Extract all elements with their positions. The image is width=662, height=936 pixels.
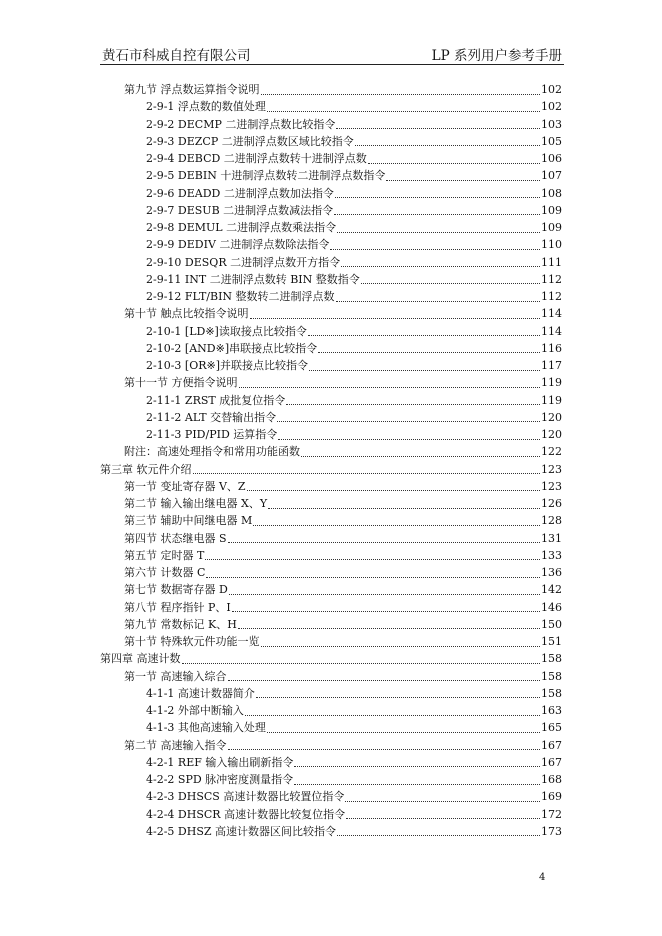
toc-entry[interactable]: [100, 254, 562, 271]
toc-entry[interactable]: [100, 633, 562, 650]
page-number: 4: [539, 872, 546, 883]
toc-entry-page: 123: [541, 479, 562, 493]
dot-leader: [256, 697, 540, 698]
dot-leader: [341, 266, 540, 267]
toc-entry-page: 167: [541, 738, 562, 752]
toc-entry[interactable]: [100, 443, 562, 460]
toc-entry-page: 150: [541, 617, 562, 631]
toc-entry[interactable]: [100, 719, 562, 736]
dot-leader: [193, 473, 541, 474]
toc-entry-page: 103: [541, 117, 562, 131]
dot-leader: [245, 715, 540, 716]
toc-entry[interactable]: [100, 806, 562, 823]
toc-entry-page: 119: [541, 376, 562, 390]
toc-entry-page: 120: [541, 428, 562, 441]
toc-entry[interactable]: [100, 409, 562, 426]
toc-entry-title: 4-2-2 SPD 脉冲密度测量指令: [146, 773, 294, 786]
dot-leader: [205, 559, 540, 560]
toc-entry-page: 123: [541, 462, 562, 476]
dot-leader: [336, 128, 540, 129]
toc-entry[interactable]: [100, 167, 562, 184]
toc-entry[interactable]: [100, 340, 562, 357]
toc-entry-page: 158: [541, 686, 562, 700]
toc-entry-title: 附注：高速处理指令和常用功能函数: [124, 445, 300, 459]
toc-entry-title: 第十节 特殊软元件功能一览: [124, 635, 260, 648]
toc-entry[interactable]: [100, 547, 562, 564]
dot-leader: [267, 111, 540, 112]
dot-leader: [228, 542, 540, 543]
toc-entry-page: 120: [541, 410, 562, 424]
dot-leader: [386, 180, 540, 181]
toc-entry[interactable]: [100, 271, 562, 288]
toc-entry-title: 2-9-3 DEZCP 二进制浮点数区域比较指令: [146, 134, 354, 148]
toc-entry-title: 4-1-3 其他高速输入处理: [146, 721, 266, 735]
toc-entry-title: 2-9-12 FLT/BIN 整数转二进制浮点数: [146, 290, 335, 303]
dot-leader: [337, 835, 540, 836]
toc-entry-title: 2-11-3 PID/PID 运算指令: [146, 428, 278, 441]
dot-leader: [294, 784, 540, 785]
toc-entry-title: 第九节 常数标记 K、H: [124, 617, 237, 631]
toc-entry-title: 第七节 数据寄存器 D: [124, 583, 228, 597]
dot-leader: [229, 594, 540, 595]
dot-leader: [228, 749, 541, 750]
toc-entry-title: 第十节 触点比较指令说明: [124, 307, 249, 321]
toc-entry[interactable]: [100, 512, 562, 529]
toc-entry-title: 第十一节 方便指令说明: [124, 376, 238, 390]
dot-leader: [232, 611, 540, 612]
toc-entry-title: 2-9-4 DEBCD 二进制浮点数转十进制浮点数: [146, 152, 367, 165]
toc-entry[interactable]: [100, 616, 562, 633]
toc-entry-page: 109: [541, 221, 562, 234]
toc-entry[interactable]: [100, 133, 562, 150]
toc-entry-title: 2-9-8 DEMUL 二进制浮点数乘法指令: [146, 221, 337, 234]
toc-entry[interactable]: [100, 98, 562, 115]
toc-entry-page: 122: [541, 445, 562, 459]
toc-entry-title: 2-10-1 [LD※]读取接点比较指令: [146, 324, 307, 338]
toc-entry[interactable]: [100, 478, 562, 495]
dot-leader: [182, 663, 541, 664]
toc-entry-title: 第四章 高速计数: [100, 652, 181, 666]
toc-entry-title: 第三节 辅助中间继电器 M: [124, 514, 253, 528]
dot-leader: [239, 387, 541, 388]
toc-entry-title: 第一节 高速输入综合: [124, 669, 227, 683]
toc-entry-page: 167: [541, 755, 562, 769]
toc-entry[interactable]: [100, 581, 562, 598]
toc-entry[interactable]: [100, 823, 562, 840]
dot-leader: [309, 370, 540, 371]
toc-entry-page: 173: [541, 824, 562, 838]
dot-leader: [238, 628, 540, 629]
table-of-contents: [100, 81, 562, 840]
toc-entry-page: 114: [541, 307, 562, 321]
toc-entry-title: 2-9-6 DEADD 二进制浮点数加法指令: [146, 186, 334, 200]
toc-entry-title: 第三章 软元件介绍: [100, 462, 192, 476]
toc-entry-title: 2-9-1 浮点数的数值处理: [146, 100, 266, 114]
dot-leader: [250, 318, 541, 319]
toc-entry-page: 131: [541, 531, 562, 545]
dot-leader: [253, 525, 540, 526]
toc-entry-title: 第八节 程序指针 P、I: [124, 600, 231, 614]
toc-entry-page: 126: [541, 497, 562, 510]
toc-entry-title: 4-1-1 高速计数器简介: [146, 686, 255, 700]
dot-leader: [206, 577, 540, 578]
toc-entry-title: 4-2-1 REF 输入输出刷新指令: [146, 755, 294, 769]
toc-entry-page: 110: [541, 238, 562, 252]
toc-entry[interactable]: [100, 357, 562, 374]
toc-entry-page: 168: [541, 773, 562, 786]
toc-entry[interactable]: [100, 305, 562, 322]
toc-entry[interactable]: [100, 219, 562, 236]
toc-entry[interactable]: [100, 530, 562, 547]
dot-leader: [294, 766, 540, 767]
toc-entry[interactable]: [100, 668, 562, 685]
toc-entry-page: 133: [541, 548, 562, 562]
toc-entry-title: 第四节 状态继电器 S: [124, 531, 227, 545]
toc-entry-title: 4-2-4 DHSCR 高速计数器比较复位指令: [146, 807, 346, 821]
dot-leader: [261, 646, 541, 647]
toc-entry-title: 第五节 定时器 T: [124, 548, 205, 562]
toc-entry-title: 第九节 浮点数运算指令说明: [124, 83, 260, 96]
dot-leader: [228, 680, 541, 681]
dot-leader: [301, 456, 540, 457]
toc-entry[interactable]: [100, 236, 562, 253]
toc-entry[interactable]: [100, 202, 562, 219]
dot-leader: [345, 801, 540, 802]
toc-entry[interactable]: [100, 81, 562, 98]
toc-entry-title: 4-1-2 外部中断输入: [146, 704, 244, 717]
toc-entry[interactable]: [100, 599, 562, 616]
company-name: 黄石市科威自控有限公司: [102, 48, 251, 64]
toc-entry-page: 106: [541, 152, 562, 165]
toc-entry-title: 2-10-3 [OR※]并联接点比较指令: [146, 359, 309, 372]
toc-entry-page: 163: [541, 704, 562, 717]
toc-entry[interactable]: [100, 650, 562, 667]
toc-entry-title: 2-11-2 ALT 交替输出指令: [146, 410, 277, 424]
toc-entry-title: 4-2-5 DHSZ 高速计数器区间比较指令: [146, 824, 337, 838]
toc-entry[interactable]: [100, 461, 562, 478]
toc-entry-page: 112: [541, 272, 562, 286]
dot-leader: [346, 818, 540, 819]
toc-entry[interactable]: [100, 702, 562, 719]
toc-entry-page: 158: [541, 669, 562, 683]
dot-leader: [277, 421, 540, 422]
dot-leader: [336, 301, 540, 302]
toc-entry-title: 第六节 计数器 C: [124, 566, 206, 579]
dot-leader: [361, 283, 540, 284]
toc-entry[interactable]: [100, 116, 562, 133]
toc-entry[interactable]: [100, 185, 562, 202]
toc-entry-page: 109: [541, 203, 562, 217]
toc-entry[interactable]: [100, 426, 562, 443]
dot-leader: [308, 335, 540, 336]
toc-entry-page: 111: [541, 255, 562, 269]
toc-entry[interactable]: [100, 495, 562, 512]
toc-entry-title: 2-9-11 INT 二进制浮点数转 BIN 整数指令: [146, 272, 360, 286]
toc-entry-title: 2-9-9 DEDIV 二进制浮点数除法指令: [146, 238, 330, 252]
toc-entry-page: 165: [541, 721, 562, 735]
toc-entry-page: 146: [541, 600, 562, 614]
dot-leader: [368, 163, 540, 164]
toc-entry[interactable]: [100, 771, 562, 788]
toc-entry-page: 108: [541, 186, 562, 200]
toc-entry-page: 117: [541, 359, 562, 372]
toc-entry-page: 105: [541, 134, 562, 148]
toc-entry-title: 4-2-3 DHSCS 高速计数器比较置位指令: [146, 790, 345, 804]
toc-entry-title: 2-9-2 DECMP 二进制浮点数比较指令: [146, 117, 336, 131]
toc-entry-page: 112: [541, 290, 562, 303]
toc-entry-page: 172: [541, 807, 562, 821]
toc-entry[interactable]: [100, 788, 562, 805]
dot-leader: [286, 404, 540, 405]
toc-entry[interactable]: [100, 392, 562, 409]
toc-entry-page: 128: [541, 514, 562, 528]
toc-entry-page: 158: [541, 652, 562, 666]
toc-entry-page: 169: [541, 790, 562, 804]
toc-entry-page: 114: [541, 324, 562, 338]
dot-leader: [334, 214, 540, 215]
toc-entry-page: 116: [541, 341, 562, 355]
dot-leader: [318, 352, 540, 353]
toc-entry-page: 151: [541, 635, 562, 648]
toc-entry-title: 2-9-7 DESUB 二进制浮点数减法指令: [146, 203, 334, 217]
dot-leader: [261, 94, 541, 95]
toc-entry-page: 142: [541, 583, 562, 597]
toc-entry[interactable]: [100, 323, 562, 340]
toc-entry-page: 119: [541, 393, 562, 407]
page-header: [100, 44, 564, 65]
dot-leader: [267, 732, 540, 733]
toc-entry-page: 102: [541, 83, 562, 96]
dot-leader: [268, 508, 540, 509]
toc-entry[interactable]: [100, 374, 562, 391]
toc-entry[interactable]: [100, 737, 562, 754]
toc-entry-title: 2-10-2 [AND※]串联接点比较指令: [146, 341, 318, 355]
dot-leader: [278, 439, 540, 440]
manual-title: LP 系列用户参考手册: [431, 48, 562, 64]
toc-entry-title: 第一节 变址寄存器 V、Z: [124, 479, 246, 493]
dot-leader: [337, 232, 540, 233]
dot-leader: [247, 490, 540, 491]
toc-entry-page: 102: [541, 100, 562, 114]
toc-entry[interactable]: [100, 754, 562, 771]
toc-entry-title: 2-9-5 DEBIN 十进制浮点数转二进制浮点数指令: [146, 169, 386, 183]
toc-entry-page: 136: [541, 566, 562, 579]
dot-leader: [330, 249, 540, 250]
toc-entry[interactable]: [100, 564, 562, 581]
toc-entry-title: 2-11-1 ZRST 成批复位指令: [146, 393, 286, 407]
dot-leader: [355, 145, 540, 146]
toc-entry[interactable]: [100, 288, 562, 305]
dot-leader: [335, 197, 540, 198]
toc-entry-page: 107: [541, 169, 562, 183]
toc-entry-title: 2-9-10 DESQR 二进制浮点数开方指令: [146, 255, 341, 269]
toc-entry-title: 第二节 输入输出继电器 X、Y: [124, 497, 268, 510]
toc-entry[interactable]: [100, 685, 562, 702]
toc-entry-title: 第二节 高速输入指令: [124, 738, 227, 752]
toc-entry[interactable]: [100, 150, 562, 167]
